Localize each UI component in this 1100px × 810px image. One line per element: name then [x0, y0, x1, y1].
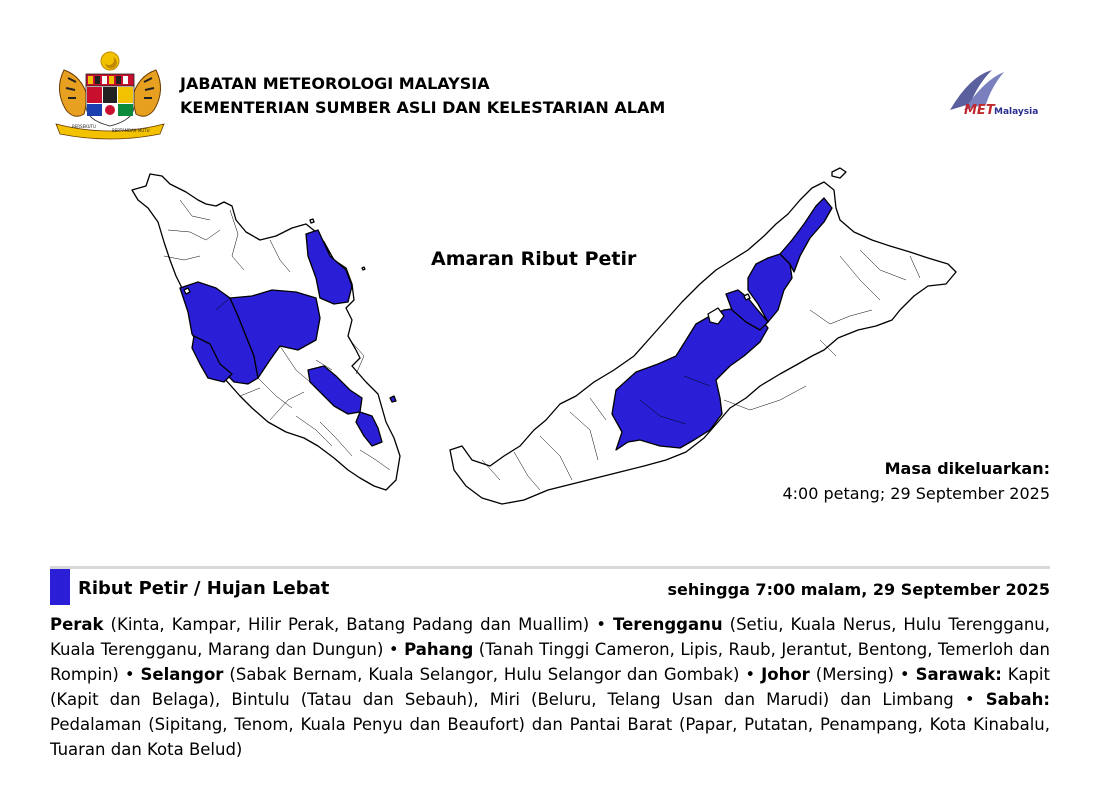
- area-detail: (Mersing): [809, 665, 894, 684]
- svg-text:BERTAMBAH MUTU: BERTAMBAH MUTU: [112, 128, 150, 133]
- warning-color-marker: [50, 569, 70, 605]
- svg-text:BERSEKUTU: BERSEKUTU: [72, 124, 96, 129]
- area-state: Sabah:: [985, 690, 1050, 709]
- coat-of-arms-logo: [50, 48, 170, 140]
- area-state: Selangor: [140, 665, 224, 684]
- island-banggi: [832, 168, 846, 178]
- area-state: Pahang: [404, 640, 474, 659]
- area-state: Sarawak:: [915, 665, 1002, 684]
- area-detail: (Setiu, Kuala Nerus, Hulu Terengganu, Kuala Terengganu, Marang dan Dungun): [50, 615, 1050, 659]
- area-separator: •: [383, 640, 405, 659]
- page-header: [50, 48, 1050, 140]
- area-separator: •: [118, 665, 141, 684]
- area-detail: (Kinta, Kampar, Hilir Perak, Batang Padang dan Muallim): [103, 615, 590, 634]
- area-separator: •: [589, 615, 614, 634]
- issued-time: 4:00 petang; 29 September 2025: [782, 484, 1050, 503]
- warning-type: Ribut Petir / Hujan Lebat: [78, 578, 330, 599]
- affected-areas: [50, 612, 1050, 762]
- island-labuan: [744, 294, 750, 300]
- met-malaysia-logo: [930, 66, 1050, 122]
- map-title: Amaran Ribut Petir: [431, 248, 637, 270]
- area-state: Terengganu: [613, 615, 723, 634]
- area-separator: •: [953, 690, 986, 709]
- island-penang: [184, 288, 190, 294]
- issued-time-block: [782, 456, 1050, 506]
- section-divider: [50, 566, 1050, 569]
- area-separator: •: [893, 665, 916, 684]
- area-detail: (Sabak Bernam, Kuala Selangor, Hulu Selangor dan Gombak): [223, 665, 740, 684]
- east-malaysia: [450, 168, 956, 504]
- island-tioman: [390, 396, 396, 402]
- agency-title: JABATAN METEOROLOGI MALAYSIA: [180, 74, 490, 93]
- area-detail: Pedalaman (Sipitang, Tenom, Kuala Penyu dan Beaufort) dan Pantai Barat (Papar, Putatan, Penampang, Kota Kinabalu, Tuaran dan Kota Belud): [50, 715, 1050, 759]
- svg-text:MET: MET: [964, 103, 995, 118]
- area-detail: (Tanah Tinggi Cameron, Lipis, Raub, Jerantut, Bentong, Temerloh dan Rompin): [50, 640, 1050, 684]
- area-detail: Kapit (Kapit dan Belaga), Bintulu (Tatau dan Sebauh), Miri (Beluru, Telang Usan dan Marudi) dan Limbang: [50, 665, 1050, 709]
- area-separator: •: [739, 665, 762, 684]
- area-state: Johor: [761, 665, 810, 684]
- issued-label: Masa dikeluarkan:: [884, 459, 1050, 478]
- area-state: Perak: [50, 615, 104, 634]
- agency-name: [180, 72, 665, 120]
- ministry-title: KEMENTERIAN SUMBER ASLI DAN KELESTARIAN ALAM: [180, 98, 666, 117]
- svg-text:Malaysia: Malaysia: [994, 107, 1039, 117]
- peninsular-malaysia: [132, 174, 400, 490]
- warning-valid-until: sehingga 7:00 malam, 29 September 2025: [667, 580, 1050, 599]
